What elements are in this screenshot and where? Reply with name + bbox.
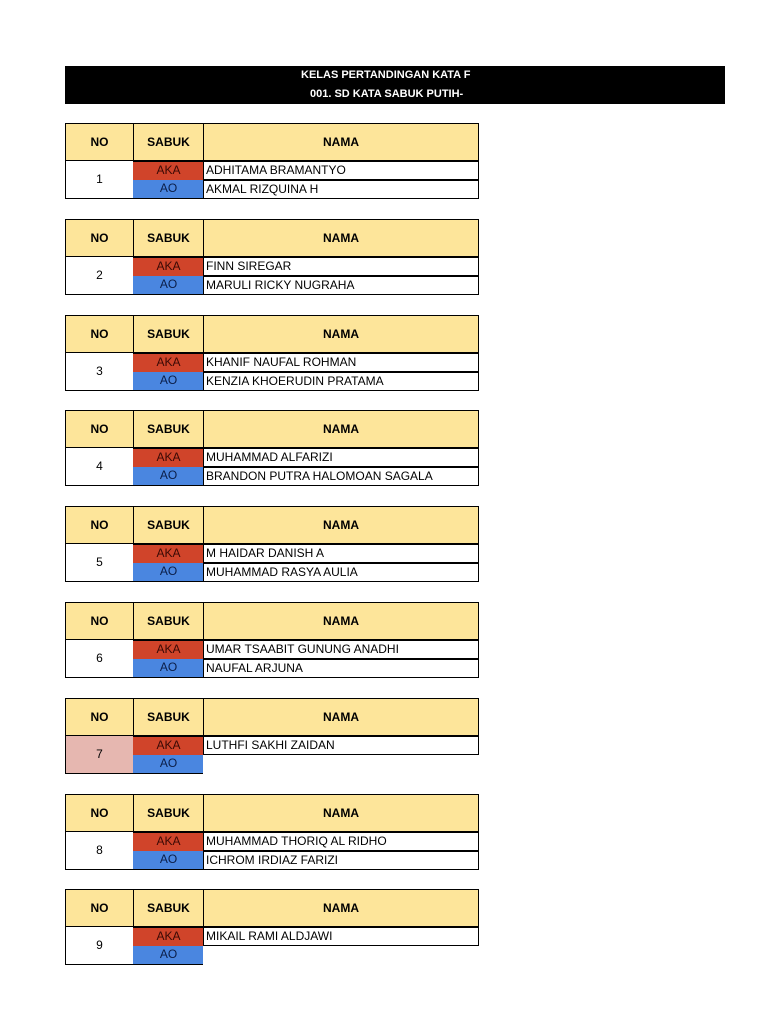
match-number: 5: [65, 544, 134, 582]
header-no: NO: [65, 794, 134, 832]
match-number: 4: [65, 448, 134, 486]
header-no: NO: [65, 506, 134, 544]
belt-ao: AO: [133, 563, 204, 582]
belt-aka: AKA: [133, 544, 204, 563]
competitor-aka-name[interactable]: M HAIDAR DANISH A: [203, 544, 479, 563]
belt-ao: AO: [133, 755, 204, 774]
header-sabuk: SABUK: [133, 794, 204, 832]
belt-ao: AO: [133, 276, 204, 295]
competitor-ao-name[interactable]: NAUFAL ARJUNA: [203, 659, 479, 678]
competitor-ao-name[interactable]: MARULI RICKY NUGRAHA: [203, 276, 479, 295]
header-no: NO: [65, 410, 134, 448]
header-no: NO: [65, 698, 134, 736]
belt-aka: AKA: [133, 640, 204, 659]
competitor-ao-name[interactable]: AKMAL RIZQUINA H: [203, 180, 479, 199]
match-block: [65, 889, 479, 967]
match-block: [65, 602, 479, 680]
belt-aka: AKA: [133, 161, 204, 180]
header-nama: NAMA: [203, 410, 479, 448]
match-block: [65, 506, 479, 584]
match-number: 3: [65, 353, 134, 391]
belt-aka: AKA: [133, 257, 204, 276]
competitor-aka-name[interactable]: MUHAMMAD ALFARIZI: [203, 448, 479, 467]
belt-ao: AO: [133, 467, 204, 486]
belt-ao: AO: [133, 372, 204, 391]
header-sabuk: SABUK: [133, 602, 204, 640]
belt-ao: AO: [133, 659, 204, 678]
header-nama: NAMA: [203, 889, 479, 927]
belt-aka: AKA: [133, 448, 204, 467]
header-sabuk: SABUK: [133, 315, 204, 353]
match-block: [65, 123, 479, 201]
match-number: 2: [65, 257, 134, 295]
banner-title: KELAS PERTANDINGAN KATA F: [301, 69, 471, 81]
header-sabuk: SABUK: [133, 219, 204, 257]
competitor-ao-name[interactable]: [203, 755, 479, 774]
match-block: [65, 794, 479, 872]
header-no: NO: [65, 889, 134, 927]
competitor-aka-name[interactable]: KHANIF NAUFAL ROHMAN: [203, 353, 479, 372]
header-sabuk: SABUK: [133, 506, 204, 544]
competitor-aka-name[interactable]: LUTHFI SAKHI ZAIDAN: [203, 736, 479, 755]
match-block: [65, 315, 479, 393]
header-sabuk: SABUK: [133, 410, 204, 448]
belt-ao: AO: [133, 946, 204, 965]
competitor-aka-name[interactable]: FINN SIREGAR: [203, 257, 479, 276]
header-nama: NAMA: [203, 219, 479, 257]
belt-aka: AKA: [133, 927, 204, 946]
header-sabuk: SABUK: [133, 698, 204, 736]
match-number: 8: [65, 832, 134, 870]
belt-aka: AKA: [133, 736, 204, 755]
match-block: [65, 219, 479, 297]
header-nama: NAMA: [203, 315, 479, 353]
header-nama: NAMA: [203, 698, 479, 736]
competitor-ao-name[interactable]: BRANDON PUTRA HALOMOAN SAGALA: [203, 467, 479, 486]
match-block: [65, 698, 479, 776]
match-number: 7: [65, 736, 134, 774]
match-number: 6: [65, 640, 134, 678]
header-sabuk: SABUK: [133, 123, 204, 161]
belt-ao: AO: [133, 180, 204, 199]
header-nama: NAMA: [203, 794, 479, 832]
match-block: [65, 410, 479, 488]
competitor-ao-name[interactable]: [203, 946, 479, 965]
header-no: NO: [65, 315, 134, 353]
match-number: 1: [65, 161, 134, 199]
competitor-ao-name[interactable]: ICHROM IRDIAZ FARIZI: [203, 851, 479, 870]
competitor-ao-name[interactable]: KENZIA KHOERUDIN PRATAMA: [203, 372, 479, 391]
header-no: NO: [65, 602, 134, 640]
belt-aka: AKA: [133, 353, 204, 372]
banner-subtitle: 001. SD KATA SABUK PUTIH-: [310, 88, 464, 100]
competitor-aka-name[interactable]: MIKAIL RAMI ALDJAWI: [203, 927, 479, 946]
match-number: 9: [65, 927, 134, 965]
belt-ao: AO: [133, 851, 204, 870]
competitor-ao-name[interactable]: MUHAMMAD RASYA AULIA: [203, 563, 479, 582]
header-no: NO: [65, 219, 134, 257]
header-no: NO: [65, 123, 134, 161]
competitor-aka-name[interactable]: ADHITAMA BRAMANTYO: [203, 161, 479, 180]
competitor-aka-name[interactable]: MUHAMMAD THORIQ AL RIDHO: [203, 832, 479, 851]
header-nama: NAMA: [203, 506, 479, 544]
header-sabuk: SABUK: [133, 889, 204, 927]
header-nama: NAMA: [203, 123, 479, 161]
header-nama: NAMA: [203, 602, 479, 640]
competitor-aka-name[interactable]: UMAR TSAABIT GUNUNG ANADHI: [203, 640, 479, 659]
belt-aka: AKA: [133, 832, 204, 851]
